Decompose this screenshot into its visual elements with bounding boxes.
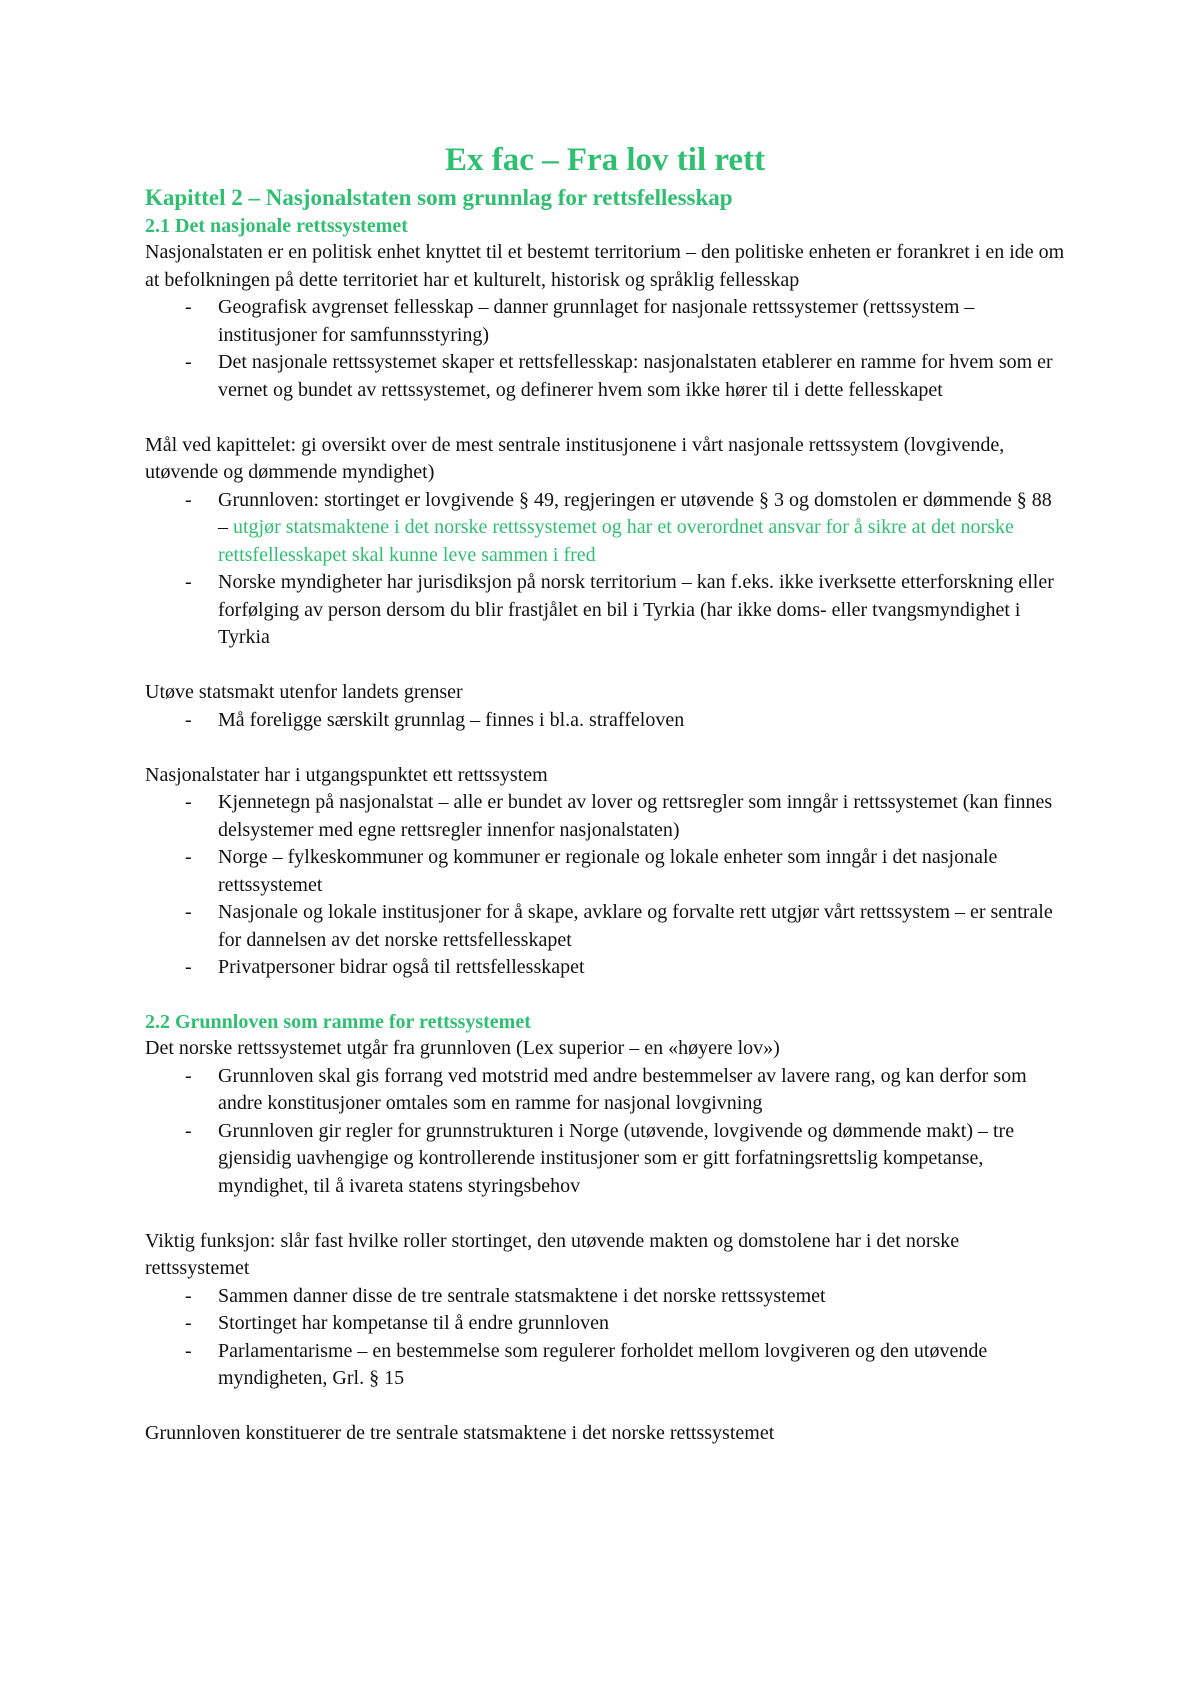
list-item-text: Privatpersoner bidrar også til rettsfellesskapet — [218, 956, 585, 978]
document-title: Ex fac – Fra lov til rett — [444, 142, 766, 178]
list-item-text: Geografisk avgrenset fellesskap – danner grunnlaget for nasjonale rettssystemer (rettssystem – institusjoner for samfunnsstyring) — [218, 296, 975, 346]
bullet-dash: - — [185, 1312, 192, 1334]
list-item-text: Norge – fylkeskommuner og kommuner er regionale og lokale enheter som inngår i det nasjonale rettssystemet — [218, 846, 998, 896]
bullet-list — [145, 707, 1065, 735]
paragraph: Viktig funksjon: slår fast hvilke roller stortinget, den utøvende makten og domstolene har i det norske rettssystemet — [145, 1229, 960, 1279]
list-item-text: Det nasjonale rettssystemet skaper et rettsfellesskap: nasjonalstaten etablerer en ramme for hvem som er vernet og bundet av rettssystemet, og definerer hvem som ikke hører til i dette fellesskapet — [218, 351, 1053, 401]
bullet-list — [145, 1283, 1065, 1393]
bullet-dash: - — [185, 296, 192, 318]
list-item — [145, 294, 1065, 349]
list-item — [145, 1283, 1065, 1311]
list-item — [145, 569, 1065, 652]
list-item — [145, 1338, 1065, 1393]
list-item-text: Stortinget har kompetanse til å endre grunnloven — [218, 1312, 610, 1334]
spacer — [145, 734, 1065, 762]
bullet-dash: - — [185, 1339, 192, 1362]
list-item-text: Parlamentarisme – en bestemmelse som regulerer forholdet mellom lovgiveren og den utøvende myndigheten, Grl. § 15 — [218, 1339, 988, 1389]
list-item-text: Sammen danner disse de tre sentrale statsmaktene i det norske rettssystemet — [218, 1284, 826, 1307]
chapter-heading: Kapittel 2 – Nasjonalstaten som grunnlag for rettsfellesskap — [145, 185, 733, 210]
paragraph: Nasjonalstaten er en politisk enhet knyttet til et bestemt territorium – den politiske enheten er forankret i en ide om at befolkningen på dette territoriet har et kulturelt, historisk og språklig fellesskap — [145, 241, 1065, 291]
paragraph: Mål ved kapittelet: gi oversikt over de mest sentrale institusjonene i vårt nasjonale rettssystem (lovgivende, utøvende og dømmende myndighet) — [145, 433, 1005, 483]
paragraph: Nasjonalstater har i utgangspunktet ett rettssystem — [145, 763, 548, 786]
spacer — [145, 404, 1065, 432]
spacer — [145, 1200, 1065, 1228]
list-item — [145, 954, 1065, 982]
list-item-text: Nasjonale og lokale institusjoner for å skape, avklare og forvalte rett utgjør vårt rettssystem – er sentrale for dannelsen av det norske rettsfellesskapet — [218, 901, 1053, 951]
list-item-text: Grunnloven: stortinget er lovgivende § 49, regjeringen er utøvende § 3 og domstolen er dømmende § 88 – — [218, 488, 1052, 538]
spacer — [145, 982, 1065, 1010]
bullet-dash: - — [185, 846, 192, 868]
spacer — [145, 652, 1065, 680]
list-item-text: Kjennetegn på nasjonalstat – alle er bundet av lover og rettsregler som inngår i rettssystemet (kan finnes delsystemer med egne rettsregler innenfor nasjonalstaten) — [218, 791, 1053, 841]
list-item-text: Må foreligge særskilt grunnlag – finnes i bl.a. straffeloven — [218, 708, 685, 731]
list-item-text: Norske myndigheter har jurisdiksjon på norsk territorium – kan f.eks. ikke iverksette etterforskning eller forfølging av person dersom du blir frastjålet en bil i Tyrkia (har ikke doms- eller tvangsmyndighet i Tyrkia — [218, 571, 1054, 648]
bullet-list — [145, 789, 1065, 982]
bullet-dash: - — [185, 1064, 192, 1087]
highlighted-text: utgjør statsmaktene i det norske rettssystemet og har et overordnet ansvar for å sikre at det norske rettsfellesskapet skal kunne leve sammen i fred — [218, 516, 1014, 566]
paragraph: Det norske rettssystemet utgår fra grunnloven (Lex superior – en «høyere lov») — [145, 1037, 780, 1059]
list-item — [145, 1310, 1065, 1338]
bullet-dash: - — [185, 351, 192, 373]
bullet-dash: - — [185, 571, 192, 593]
bullet-list — [145, 487, 1065, 652]
list-item — [145, 707, 1065, 735]
document-page — [145, 140, 1065, 1448]
list-item — [145, 487, 1065, 570]
bullet-dash: - — [185, 1119, 192, 1142]
paragraph: Grunnloven konstituerer de tre sentrale statsmaktene i det norske rettssystemet — [145, 1422, 775, 1444]
list-item — [145, 899, 1065, 954]
section-heading-2-2: 2.2 Grunnloven som ramme for rettssystemet — [145, 1011, 531, 1033]
list-item-text: Grunnloven gir regler for grunnstrukturen i Norge (utøvende, lovgivende og dømmende makt) – tre gjensidig uavhengige og kontrollerende institusjoner som er gitt forfatningsrettslig kompetanse, myndighet, til å ivareta statens styringsbehov — [218, 1119, 1015, 1197]
bullet-dash: - — [185, 901, 192, 923]
bullet-dash: - — [185, 956, 192, 978]
bullet-list — [145, 294, 1065, 404]
bullet-dash: - — [185, 1284, 192, 1307]
list-item — [145, 1118, 1065, 1201]
bullet-dash: - — [185, 488, 192, 511]
spacer — [145, 1393, 1065, 1421]
bullet-dash: - — [185, 708, 192, 731]
bullet-list — [145, 1063, 1065, 1201]
list-item — [145, 789, 1065, 844]
list-item — [145, 349, 1065, 404]
list-item — [145, 844, 1065, 899]
bullet-dash: - — [185, 791, 192, 813]
paragraph: Utøve statsmakt utenfor landets grenser — [145, 681, 463, 703]
list-item — [145, 1063, 1065, 1118]
section-heading-2-1: 2.1 Det nasjonale rettssystemet — [145, 215, 408, 237]
list-item-text: Grunnloven skal gis forrang ved motstrid med andre bestemmelser av lavere rang, og kan derfor som andre konstitusjoner omtales som en ramme for nasjonal lovgivning — [218, 1064, 1027, 1114]
